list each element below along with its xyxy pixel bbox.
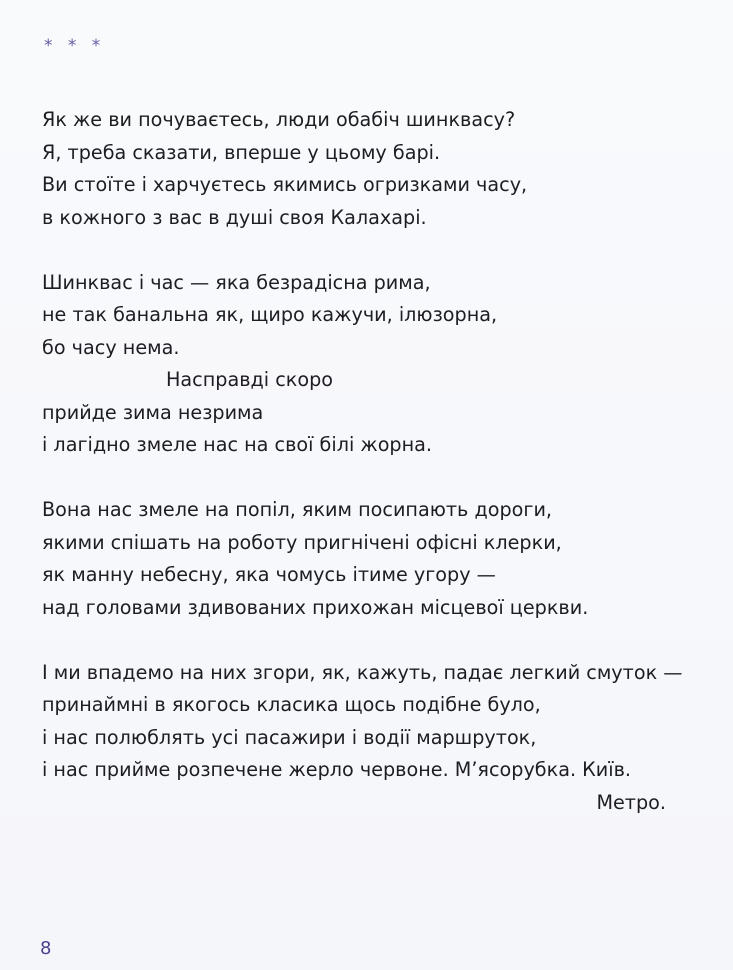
poem-line: принаймні в якогось класика щось подібне було, <box>42 693 541 716</box>
poem <box>42 104 692 852</box>
poem-line: не так банальна як, щиро кажучи, ілюзорна, <box>42 303 498 326</box>
poem-line: І ми впадемо на них згори, як, кажуть, падає легкий смуток — <box>42 660 683 684</box>
poem-line: в кожного з вас в душі своя Калахарі. <box>42 205 427 229</box>
stanza-4 <box>42 657 692 820</box>
page-number: 8 <box>40 938 52 959</box>
poem-line: бо часу нема. <box>42 335 180 359</box>
poem-line: і нас полюблять усі пасажири і водії маршруток, <box>42 725 537 749</box>
poem-line: якими спішать на роботу пригнічені офісні клерки, <box>42 530 562 554</box>
poem-closing-word: Метро. <box>596 790 666 814</box>
poem-line: над головами здивованих прихожан місцевої церкви. <box>42 595 589 619</box>
poem-line: як манну небесну, яка чомусь ітиме угору — <box>42 563 496 586</box>
poem-line: Я, треба сказати, вперше у цьому барі. <box>42 140 441 164</box>
poem-line: Вона нас змеле на попіл, яким посипають дороги, <box>42 498 553 521</box>
poem-line: Ви стоїте і харчуєтесь якимись огризками часу, <box>42 173 528 196</box>
poem-line: прийде зима незрима <box>42 400 264 424</box>
poem-line: Як же ви почуваєтесь, люди обабіч шинквасу? <box>42 108 516 131</box>
poem-line: і нас прийме розпечене жерло червоне. М’ясорубка. Київ. <box>42 758 632 781</box>
poem-line: і лагідно змеле нас на свої білі жорна. <box>42 433 433 456</box>
poem-line-indented: Насправді скоро <box>166 368 334 391</box>
poem-line: Шинквас і час — яка безрадісна рима, <box>42 270 431 294</box>
stanza-2 <box>42 267 692 462</box>
stanza-3 <box>42 494 692 624</box>
section-divider-asterisks: * * * <box>44 36 106 56</box>
stanza-1 <box>42 104 692 234</box>
